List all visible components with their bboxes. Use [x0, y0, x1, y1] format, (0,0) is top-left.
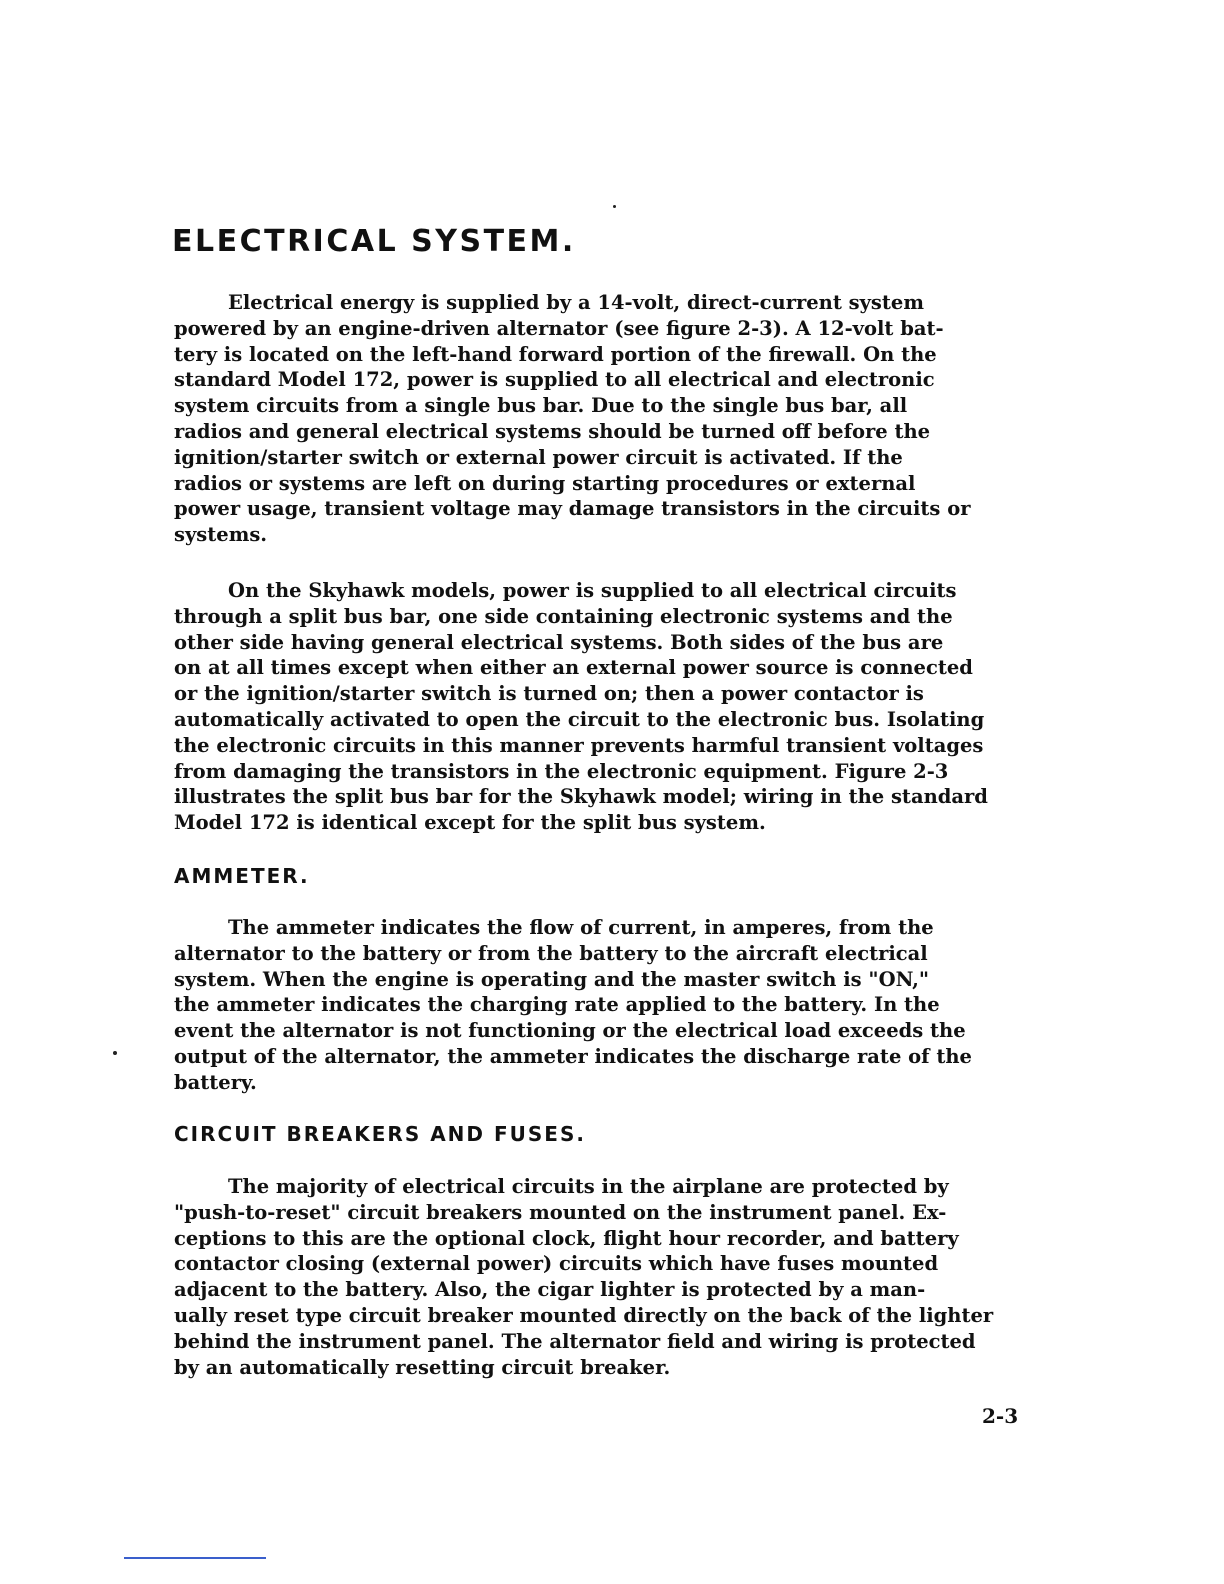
- text-line: contactor closing (external power) circuits which have fuses mounted: [174, 1252, 939, 1276]
- text-line: adjacent to the battery. Also, the cigar lighter is protected by a man-: [174, 1278, 926, 1302]
- text-line: powered by an engine-driven alternator (see figure 2-3). A 12-volt bat-: [174, 316, 944, 340]
- text-line: radios and general electrical systems should be turned off before the: [174, 419, 931, 443]
- text-line: systems.: [174, 523, 268, 547]
- text-line: the electronic circuits in this manner prevents harmful transient voltages: [174, 733, 984, 757]
- electrical-paragraph-2: [174, 578, 1174, 836]
- text-line: battery.: [174, 1070, 257, 1094]
- circuit-breakers-heading: CIRCUIT BREAKERS AND FUSES.: [174, 1122, 586, 1146]
- bottom-rule: [124, 1557, 266, 1559]
- text-line: Electrical energy is supplied by a 14-volt, direct-current system: [228, 291, 924, 314]
- text-line: Model 172 is identical except for the split bus system.: [174, 811, 766, 835]
- page-number: 2-3: [982, 1404, 1019, 1428]
- text-line: event the alternator is not functioning or the electrical load exceeds the: [174, 1019, 966, 1043]
- text-line: radios or systems are left on during starting procedures or external: [174, 471, 916, 495]
- text-line: The majority of electrical circuits in the airplane are protected by: [228, 1175, 949, 1198]
- text-line: other side having general electrical systems. Both sides of the bus are: [174, 630, 944, 654]
- ammeter-heading: AMMETER.: [174, 864, 310, 888]
- text-line: behind the instrument panel. The alternator field and wiring is protected: [174, 1329, 976, 1353]
- ammeter-paragraph: [174, 915, 1174, 1096]
- electrical-paragraph-1: [174, 290, 1174, 548]
- text-line: by an automatically resetting circuit breaker.: [174, 1355, 671, 1379]
- section-title: ELECTRICAL SYSTEM.: [172, 224, 576, 259]
- text-line: standard Model 172, power is supplied to all electrical and electronic: [174, 368, 935, 392]
- text-line: output of the alternator, the ammeter indicates the discharge rate of the: [174, 1044, 972, 1068]
- text-line: through a split bus bar, one side containing electronic systems and the: [174, 604, 953, 628]
- text-line: ignition/starter switch or external power circuit is activated. If the: [174, 445, 903, 469]
- text-line: tery is located on the left-hand forward portion of the firewall. On the: [174, 342, 937, 366]
- text-line: power usage, transient voltage may damage transistors in the circuits or: [174, 497, 971, 521]
- text-line: from damaging the transistors in the electronic equipment. Figure 2-3: [174, 759, 949, 783]
- text-line: alternator to the battery or from the battery to the aircraft electrical: [174, 941, 928, 965]
- text-line: ceptions to this are the optional clock, flight hour recorder, and battery: [174, 1226, 959, 1250]
- text-line: on at all times except when either an external power source is connected: [174, 656, 973, 680]
- scan-speck: [113, 1051, 117, 1055]
- text-line: ually reset type circuit breaker mounted directly on the back of the lighter: [174, 1303, 994, 1327]
- scan-speck: [613, 205, 616, 208]
- text-line: The ammeter indicates the flow of current, in amperes, from the: [228, 916, 934, 939]
- text-line: On the Skyhawk models, power is supplied to all electrical circuits: [228, 579, 957, 602]
- text-line: illustrates the split bus bar for the Skyhawk model; wiring in the standard: [174, 785, 988, 809]
- circuit-breakers-paragraph: [174, 1174, 1174, 1380]
- text-line: the ammeter indicates the charging rate applied to the battery. In the: [174, 993, 940, 1017]
- text-line: system circuits from a single bus bar. Due to the single bus bar, all: [174, 394, 908, 418]
- text-line: automatically activated to open the circuit to the electronic bus. Isolating: [174, 707, 985, 731]
- text-line: "push-to-reset" circuit breakers mounted on the instrument panel. Ex-: [174, 1200, 947, 1224]
- text-line: or the ignition/starter switch is turned on; then a power contactor is: [174, 682, 924, 706]
- text-line: system. When the engine is operating and the master switch is "ON,": [174, 967, 930, 991]
